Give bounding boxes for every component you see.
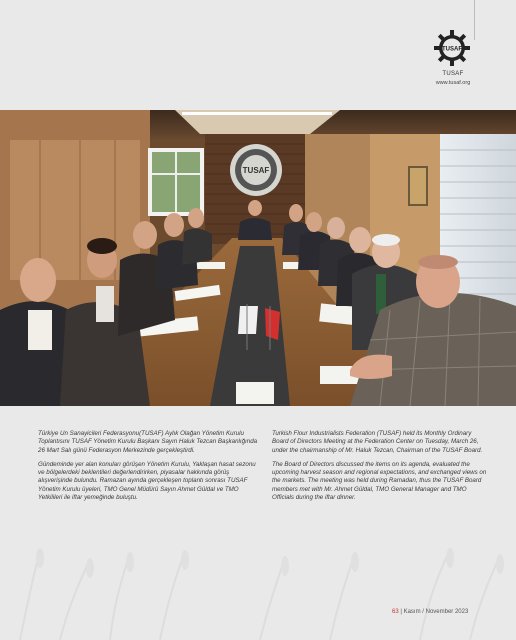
tr-paragraph-1: Türkiye Un Sanayicileri Federasyonu(TUSAF) Aylık Olağan Yönetim Kurulu Toplantısını TUSAF Yönetim Kurulu Başkanı Sayın Haluk Tezcan Başkanlığında 26 Mart Salı günü Federasyon Merkezinde gerçekleştirdi. xyxy=(38,430,258,454)
header-divider xyxy=(474,0,475,40)
en-paragraph-2: The Board of Directors discussed the items on its agenda, evaluated the upcoming harvest season and regional expectations, and exchanged views on the markets. The meeting was held during Ramadan, thus the TUSAF Board members met with Mr. Ahmet Güldal, TMO General Manager and TMO Officials during the iftar dinner. xyxy=(272,460,487,502)
tusaf-logo-icon xyxy=(432,28,472,68)
brand-url: www.tusaf.org xyxy=(435,80,471,86)
en-paragraph-1: Turkish Flour Industrialists Federation (TUSAF) held its Monthly Ordinary Board of Directors Meeting at the Federation Center on Tuesday, March 26, under the chairmanship of Mr. Haluk Tezcan, Chairman of the TUSAF Board. xyxy=(272,430,483,454)
footer-separator: | xyxy=(398,609,404,615)
tr-paragraph-2: Gündeminde yer alan konuları görüşen Yönetim Kurulu, Yaklaşan hasat sezonu ve bölgelerdeki beklentileri değerlendirirken, piyasalar hakkında görüş alışverişinde bulundu. Ramazan ayında gerçekleşen toplantı sonrası TUSAF Yönetim Kurulu üyeleri, TMO Genel Müdürü Sayın Ahmet Güldal ve TMO Yetkilileri ile iftar yemeğinde buluştu. xyxy=(38,460,256,502)
issue-en: November 2023 xyxy=(425,609,469,615)
page-footer xyxy=(392,609,468,615)
meeting-photo xyxy=(0,110,516,406)
svg-text:TUSAF: TUSAF xyxy=(242,166,270,175)
brand-label: TUSAF xyxy=(442,71,464,77)
issue-sep: / xyxy=(420,609,426,615)
wheat-background-icon xyxy=(0,540,516,640)
page-number: 63 xyxy=(392,609,399,615)
logo-wordmark: TUSAF xyxy=(442,46,462,53)
article-english xyxy=(272,430,488,508)
issue-tr: Kasım xyxy=(403,609,421,615)
article-turkish xyxy=(38,430,258,508)
